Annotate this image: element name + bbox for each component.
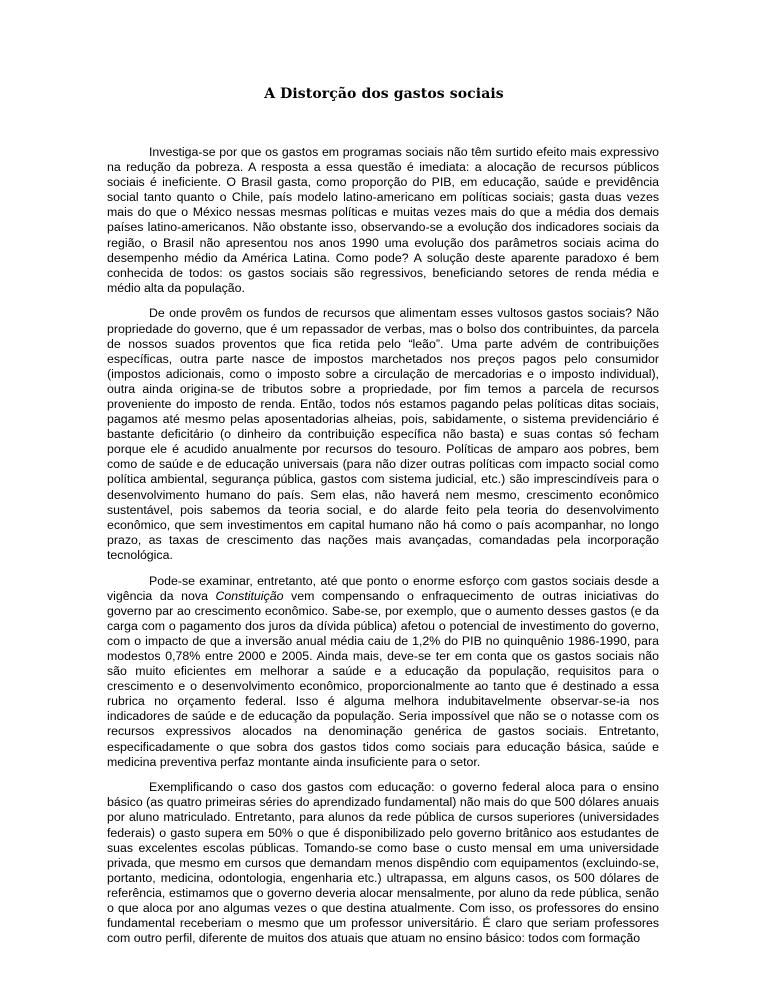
paragraph-2-text: De onde provêm os fundos de recursos que alimentam esses vultosos gastos sociais? Não propriedade do governo, que é um repassador de verbas, mas o bolso dos contribuintes, da parcela de nossos suados proventos que fica retida pelo “leão”. Uma parte advém de contribuições específicas, outra parte nasce de impostos marchetados nos preços pagos pelo consumidor (impostos adicionais, como o imposto sobre a circulação de mercadorias e o imposto individual), outra ainda origina-se de tributos sobre a propriedade, por fim temos a parcela de recursos proveniente do imposto de renda. Então, todos nós estamos pagando pelas políticas ditas sociais, pagamos até mesmo pelas aposentadorias alheias, pois, sabidamente, o sistema previdenciário é bastante deficitário (o dinheiro da contribuição específica não basta) e suas contas só fecham porque ele é acudido anualmente por recursos do tesouro. Políticas de amparo aos pobres, bem como de saúde e de educação universais (para não dizer outras políticas com impacto social como política ambiental, segurança pública, gastos com sistema judicial, etc.) são imprescindíveis para o desenvolvimento humano do país. Sem elas, não haverá nem mesmo, crescimento econômico sustentável, pois sabemos da teoria social, e do alarde feito pela teoria do desenvolvimento econômico, que sem investimentos em capital humano não há como o país acompanhar, no longo prazo, as taxas de crescimento das nações mais avançadas, comandadas pela incorporação tecnológica.: [107, 306, 659, 562]
paragraph-4-text: Exemplificando o caso dos gastos com educação: o governo federal aloca para o ensino básico (as quatro primeiras séries do aprendizado fundamental) não mais do que 500 dólares anuais por aluno matriculado. Entretanto, para alunos da rede pública de cursos superiores (universidades federais) o gasto supera em 50% o que é disponibilizado pelo governo britânico aos estudantes de suas excelentes escolas públicas. Tomando-se como base o custo mensal em uma universidade privada, que mesmo em cursos que demandam menos dispêndio com equipamentos (excluindo-se, portanto, medicina, odontologia, engenharia etc.) ultrapassa, em alguns casos, os 500 dólares de referência, estimamos que o governo deveria alocar mensalmente, por aluno da rede pública, senão o que aloca por ano algumas vezes o que destina atualmente. Com isso, os professores do ensino fundamental receberiam o mesmo que um professor universitário. É claro que seriam professores com outro perfil, diferente de muitos dos atuais que atuam no ensino básico: todos com formação: [107, 780, 659, 946]
paragraph-1-text: Investiga-se por que os gastos em programas sociais não têm surtido efeito mais expressivo na redução da pobreza. A resposta a essa questão é imediata: a alocação de recursos públicos sociais é ineficiente. O Brasil gasta, como proporção do PIB, em educação, saúde e previdência social tanto quanto o Chile, país modelo latino-americano em políticas sociais; gasta duas vezes mais do que o México nessas mesmas políticas e muitas vezes mais do que a média dos demais países latino-americanos. Não obstante isso, observando-se a evolução dos indicadores sociais da região, o Brasil não apresentou nos anos 1990 uma evolução dos parâmetros sociais acima do desempenho médio da América Latina. Como pode? A solução deste aparente paradoxo é bem conhecida de todos: os gastos sociais são regressivos, beneficiando setores de renda média e médio alta da população.: [107, 145, 659, 295]
document-title: A Distorção dos gastos sociais: [264, 86, 504, 102]
paragraph-3-text-end: vem compensando o enfraquecimento de outras iniciativas do governo par ao crescimento econômico. Sabe-se, por exemplo, que o aumento desses gastos (e da carga com o pagamento dos juros da dívida pública) afetou o potencial de investimento do governo, com o impacto de que a inversão anual média caiu de 1,2% do PIB no quinquênio 1986-1990, para modestos 0,78% entre 2000 e 2005. Ainda mais, deve-se ter em conta que os gastos sociais não são muito eficientes em melhorar a saúde e a educação da população, requisitos para o crescimento e o desenvolvimento econômico, proporcionalmente ao tanto que é destinado a essa rubrica no orçamento federal. Isso é alguma melhora indubitavelmente observar-se-ia nos indicadores de saúde e de educação da população. Seria impossível que não se o notasse com os recursos expressivos alocados na denominação genérica de gastos sociais. Entretanto, especificadamente o que sobra dos gastos tidos como sociais para educação básica, saúde e medicina preventiva perfaz montante ainda insuficiente para o setor.: [107, 588, 659, 769]
paragraph-3-emphasis: Constituição: [215, 588, 284, 603]
paragraph-1: [107, 145, 659, 296]
paragraph-4: [107, 780, 659, 946]
paragraph-3-text-start: Pode-se examinar, entretanto, até que ponto o enorme esforço com gastos sociais desde a vigência da nova: [107, 573, 659, 603]
paragraph-2: [107, 306, 659, 563]
document-body: [107, 145, 659, 957]
paragraph-3: [107, 574, 659, 770]
